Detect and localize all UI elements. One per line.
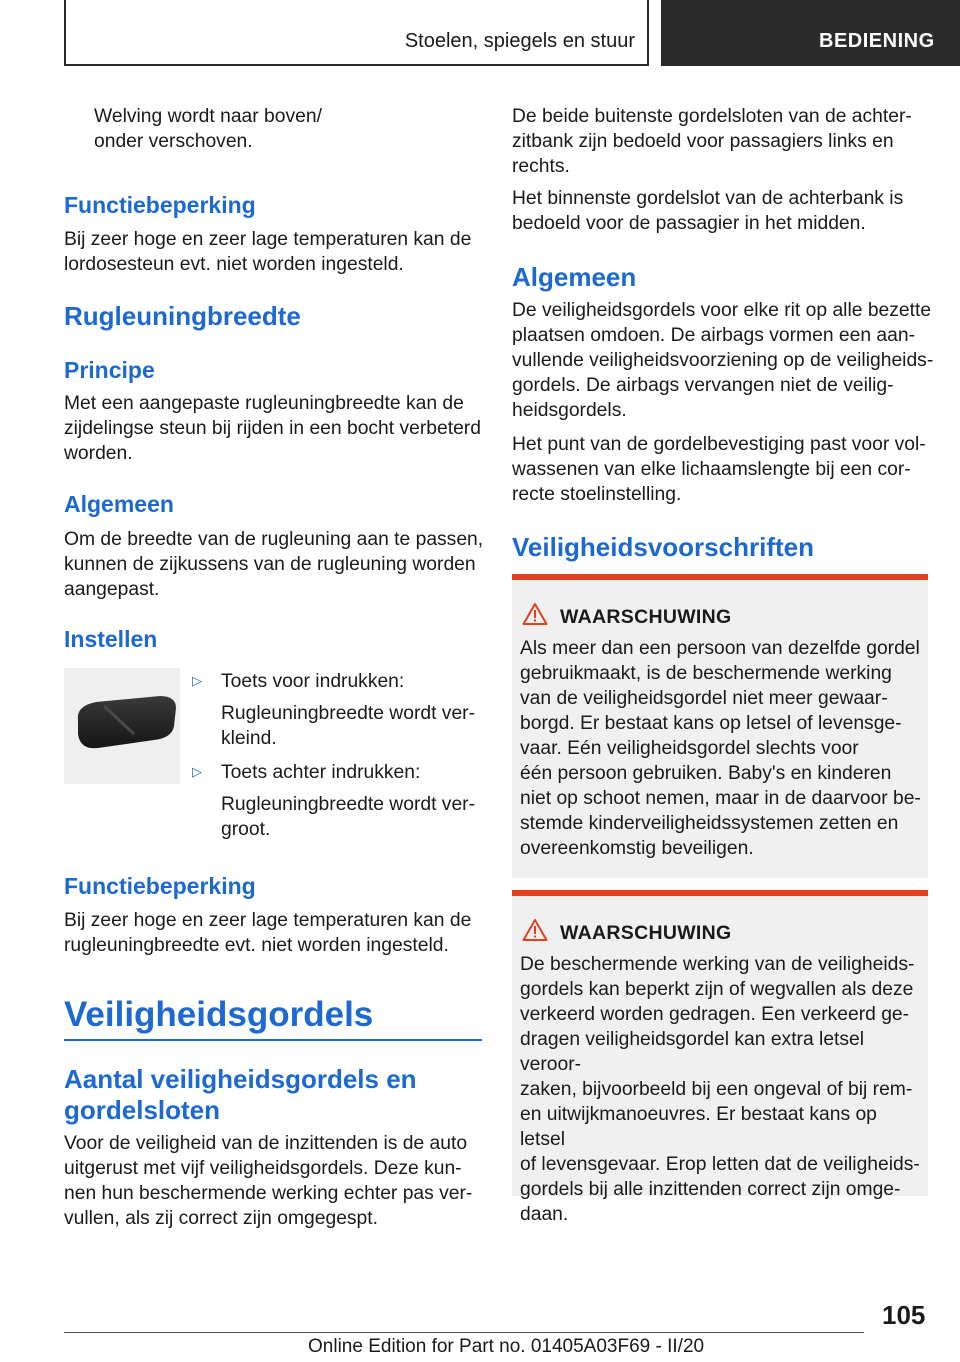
rugleuning-heading: Rugleuningbreedte	[64, 301, 301, 331]
rug-function-heading: Functiebeperking	[64, 873, 256, 899]
section-title: Stoelen, spiegels en stuur	[404, 30, 635, 52]
right-paragraph-1: De beide buitenste gordelsloten van de achter- zitbank zijn bedoeld voor passagiers links en rechts.	[512, 106, 912, 177]
aantal-text: Voor de veiligheid van de inzittenden is de auto uitgerust met vijf veiligheidsgordels. Deze kun- nen hun beschermende werking echter pas ver- vullen, als zij correct zijn omgegespt.	[64, 1133, 473, 1229]
instellen-heading: Instellen	[64, 626, 158, 652]
edition-text: Online Edition for Part no. 01405A03F69 - II/20	[308, 1336, 705, 1357]
chapter-tab	[661, 0, 960, 66]
aantal-heading: Aantal veiligheidsgordels en gordelsloten	[64, 1064, 417, 1125]
seat-width-button-image	[64, 668, 180, 784]
bullet-triangle-icon: ▷	[192, 673, 202, 688]
warning-text: De beschermende werking van de veiligheids- gordels kan beperkt zijn of wegvallen als deze verkeerd worden gedragen. Een verkeerd ge- dragen veiligheidsgordel kan extra letsel veroor- zaken, bijvoorbeeld bij een ongeval of bij rem- en uitwijkmanoeuvres. Er bestaat kans op letsel of levensgevaar. Erop letten dat de veiligheids- gordels bij alle inzittenden correct zijn omge- daan.	[520, 954, 920, 1225]
step-item: ▷ Toets achter indrukken: Rugleuningbreedte wordt ver- groot.	[192, 762, 476, 840]
warning-text: Als meer dan een persoon van dezelfde gordel gebruikmaakt, is de beschermende werking van de veiligheidsgordel niet meer gewaar- borgd. Er bestaat kans op letsel of levensge- vaar. Eén veiligheidsgordel slechts voor één persoon gebruiken. Baby's en kinderen niet op schoot nemen, maar in de daarvoor be- stemde kinderveiligheidssystemen zetten en overeenkomstig beveiligen.	[520, 638, 921, 859]
veiligheid-heading: Veiligheidsvoorschriften	[512, 532, 814, 562]
algemeen-heading-left: Algemeen	[64, 491, 174, 517]
warning-triangle-icon	[522, 918, 548, 942]
warning-box	[512, 890, 928, 1225]
intro-text: Welving wordt naar boven/ onder verschoven.	[94, 106, 322, 152]
right-paragraph-2: Het binnenste gordelslot van de achterbank is bedoeld voor de passagier in het midden.	[512, 188, 904, 234]
warning-box	[512, 574, 928, 878]
algemeen-text-left: Om de breedte van de rugleuning aan te passen, kunnen de zijkussens van de rugleuning worden aangepast.	[64, 529, 484, 600]
algemeen-heading-right: Algemeen	[512, 262, 637, 292]
rug-function-text: Bij zeer hoge en zeer lage temperaturen kan de rugleuningbreedte evt. niet worden ingesteld.	[64, 910, 472, 956]
step-list	[192, 669, 482, 842]
warning-title: WAARSCHUWING	[560, 922, 732, 944]
bullet-triangle-icon: ▷	[192, 764, 202, 779]
lordose-function-text: Bij zeer hoge en zeer lage temperaturen kan de lordosesteun evt. niet worden ingesteld.	[64, 229, 472, 275]
chapter-label: BEDIENING	[819, 30, 935, 52]
page-number: 105	[882, 1300, 926, 1330]
right-paragraph-4: Het punt van de gordelbevestiging past voor vol- wassenen van elke lichaamslengte bij een cor- recte stoelinstelling.	[512, 434, 926, 505]
chapter-rule	[64, 1039, 482, 1041]
principe-text: Met een aangepaste rugleuningbreedte kan de zijdelingse steun bij rijden in een bocht verbeterd worden.	[64, 393, 481, 464]
footer-rule	[64, 1332, 864, 1333]
warning-triangle-icon	[522, 602, 548, 626]
warning-title: WAARSCHUWING	[560, 606, 732, 628]
header-frame	[64, 0, 649, 66]
step-item: ▷ Toets voor indrukken: Rugleuningbreedte wordt ver- kleind.	[192, 671, 476, 749]
seat-width-button-icon	[64, 668, 180, 784]
right-paragraph-3: De veiligheidsgordels voor elke rit op alle bezette plaatsen omdoen. De airbags vormen een aan- vullende veiligheidsvoorziening op de veiligheids- gordels. De airbags vervangen niet de veilig- heidsgordels.	[512, 300, 934, 421]
chapter-heading: Veiligheidsgordels	[64, 995, 374, 1034]
lordose-function-heading: Functiebeperking	[64, 192, 256, 218]
principe-heading: Principe	[64, 357, 155, 383]
